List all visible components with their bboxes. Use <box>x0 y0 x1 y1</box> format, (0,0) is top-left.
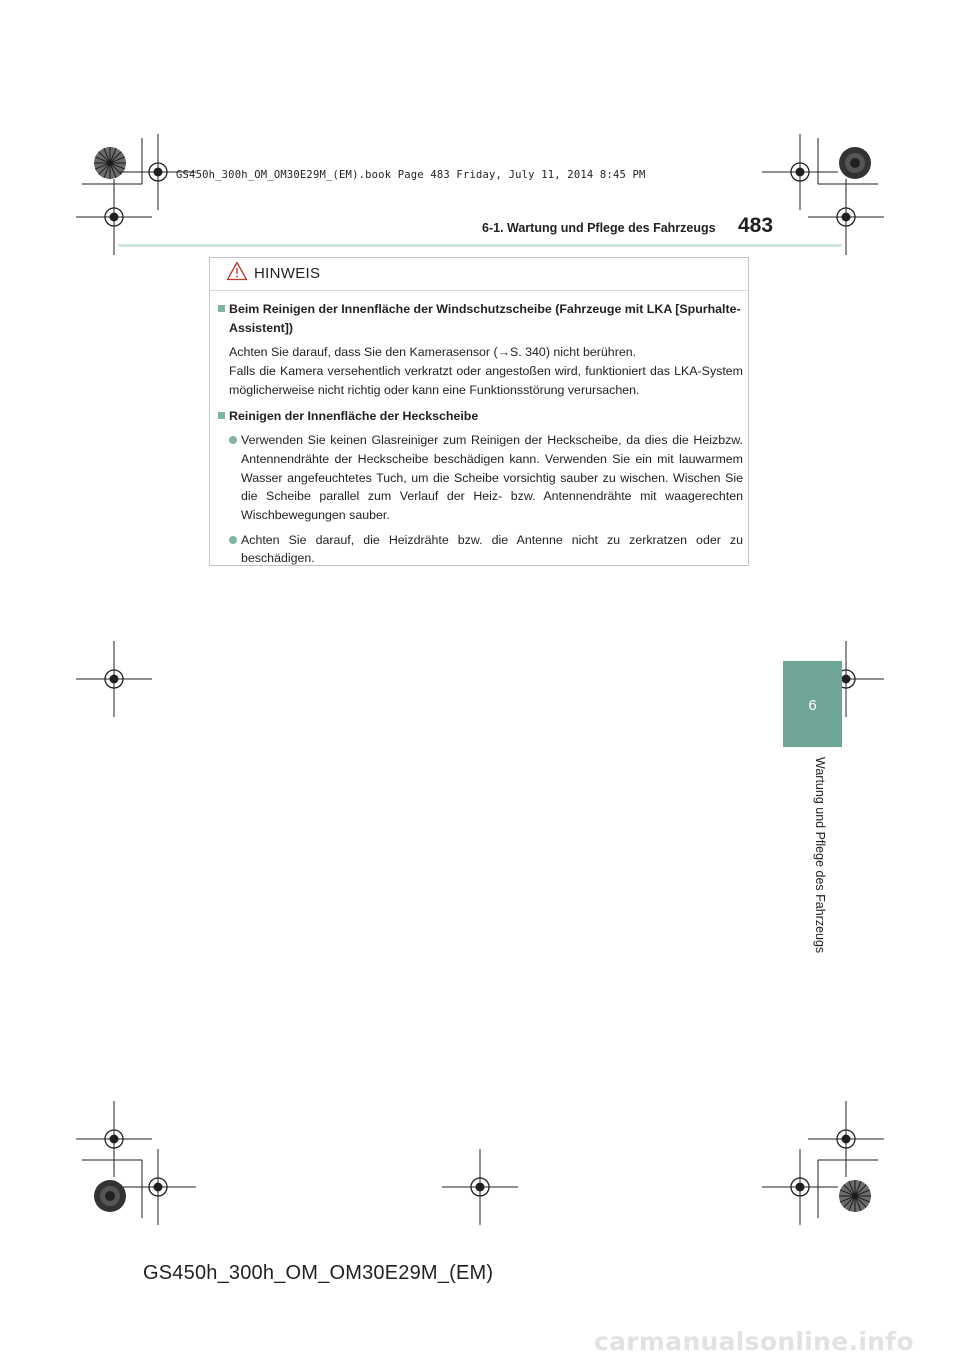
book-info-line: GS450h_300h_OM_OM30E29M_(EM).book Page 483 Friday, July 11, 2014 8:45 PM <box>176 169 646 181</box>
round-bullet-icon <box>229 436 237 444</box>
item2-bullet-2: Achten Sie darauf, die Heizdrähte bzw. die Antenne nicht zu zerkratzen oder zu beschädigen. <box>241 532 743 566</box>
round-bullet-icon <box>229 536 237 544</box>
notice-item-heading <box>218 407 743 426</box>
crosshair-mark <box>76 1101 152 1177</box>
item1-heading-text: Beim Reinigen der Innenfläche der Windschutzscheibe (Fahrzeuge mit LKA [Spurhalte-Assistent]) <box>229 302 741 335</box>
crosshair-mark <box>762 134 838 210</box>
item1-paragraph-2: Falls die Kamera versehentlich verkratzt oder angestoßen wird, funktioniert das LKA-System möglicherweise nicht richtig oder kann eine Funktionsstörung verursachen. <box>229 364 743 397</box>
disc-mark-bottom-left <box>94 1180 126 1212</box>
list-item <box>218 531 743 568</box>
notice-content <box>218 300 743 574</box>
crosshair-mark <box>442 1149 518 1225</box>
notice-item-heading <box>218 300 743 337</box>
warning-triangle-icon <box>226 261 248 286</box>
square-bullet-icon <box>218 412 225 419</box>
chapter-side-label: Wartung und Pflege des Fahrzeugs <box>813 757 827 954</box>
list-item <box>218 431 743 525</box>
item2-heading-text: Reinigen der Innenfläche der Heckscheibe <box>229 408 479 423</box>
header-rule <box>118 244 842 247</box>
section-title: 6-1. Wartung und Pflege des Fahrzeugs <box>482 221 716 235</box>
page-number: 483 <box>738 214 774 237</box>
footer-document-code: GS450h_300h_OM_OM30E29M_(EM) <box>143 1262 494 1284</box>
square-bullet-icon <box>218 305 225 312</box>
item1-paragraph-1: Achten Sie darauf, dass Sie den Kamerasensor (→S. 340) nicht berühren. <box>229 345 637 360</box>
notice-header <box>226 261 320 286</box>
notice-divider <box>210 290 748 291</box>
watermark: carmanualsonline.info <box>594 1327 914 1356</box>
sunburst-mark-top-left <box>94 147 126 179</box>
sunburst-mark-bottom-right <box>839 1180 871 1212</box>
crosshair-mark <box>808 1101 884 1177</box>
item2-bullet-1: Verwenden Sie keinen Glasreiniger zum Reinigen der Heckscheibe, da dies die Heizbzw. Antennendrähte der Heckscheibe beschädigen kann. Verwenden Sie ein mit lauwarmem Wasser angefeuchtetes Tuch, um die Scheibe vorsichtig sauber zu wischen. Wischen Sie die Scheibe parallel zum Verlauf der Heiz- bzw. Antennendrähte mit waagerechten Wischbewegungen sauber. <box>241 433 743 523</box>
disc-mark-top-right <box>839 147 871 179</box>
crosshair-mark <box>76 641 152 717</box>
chapter-tab-number: 6 <box>808 697 817 714</box>
notice-title: HINWEIS <box>254 265 321 282</box>
